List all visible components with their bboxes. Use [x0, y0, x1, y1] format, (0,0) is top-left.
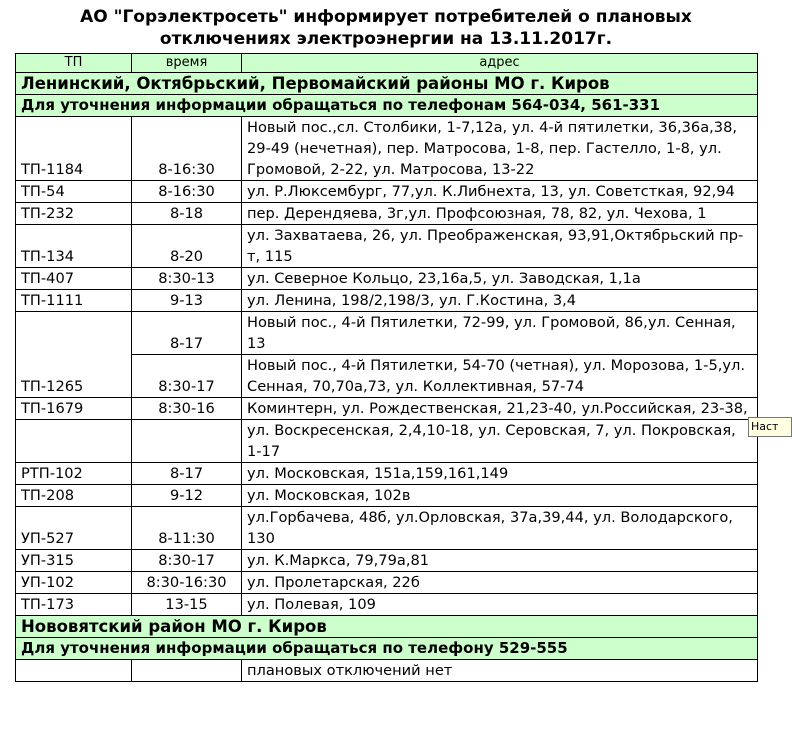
address-cell: ул. Московская, 102в: [242, 485, 758, 507]
table-row: [16, 181, 758, 203]
time-cell: 8-17: [132, 463, 242, 485]
tp-cell: УП-527: [16, 507, 132, 550]
tp-cell: ТП-407: [16, 268, 132, 290]
time-cell: 8:30-16: [132, 398, 242, 420]
table-row: [16, 268, 758, 290]
time-cell: 8-18: [132, 203, 242, 225]
time-cell: 8-11:30: [132, 507, 242, 550]
table-row: [16, 398, 758, 420]
time-cell: 8-16:30: [132, 181, 242, 203]
tp-cell: ТП-208: [16, 485, 132, 507]
time-cell: 8:30-13: [132, 268, 242, 290]
time-cell: [132, 660, 242, 682]
title-line-1: АО "Горэлектросеть" информирует потребителей о плановых: [80, 7, 692, 27]
tp-cell: ТП-1265: [16, 312, 132, 398]
table-row: [16, 290, 758, 312]
address-cell: пер. Дерендяева, 3г,ул. Профсоюзная, 78, 82, ул. Чехова, 1: [242, 203, 758, 225]
address-cell: ул. Р.Люксембург, 77,ул. К.Либнехта, 13, ул. Советсткая, 92,94: [242, 181, 758, 203]
address-cell: ул. Северное Кольцо, 23,16а,5, ул. Заводская, 1,1а: [242, 268, 758, 290]
address-cell: ул. Ленина, 198/2,198/3, ул. Г.Костина, 3,4: [242, 290, 758, 312]
address-cell: ул. Воскресенская, 2,4,10-18, ул. Серовская, 7, ул. Покровская, 1-17: [242, 420, 758, 463]
header-tp: ТП: [16, 54, 132, 73]
header-address: адрес: [242, 54, 758, 73]
tp-cell: УП-102: [16, 572, 132, 594]
time-cell: 13-15: [132, 594, 242, 616]
time-cell: 9-12: [132, 485, 242, 507]
time-cell: 8-17: [132, 312, 242, 355]
header-row: [16, 54, 758, 73]
tp-cell: ТП-54: [16, 181, 132, 203]
outage-table: [15, 53, 758, 682]
table-row: [16, 485, 758, 507]
info-row: [16, 638, 758, 660]
table-row: [16, 117, 758, 181]
tp-cell: ТП-1679: [16, 398, 132, 420]
info-text: Для уточнения информации обращаться по телефонам 564-034, 561-331: [16, 95, 758, 117]
info-text: Для уточнения информации обращаться по телефону 529-555: [16, 638, 758, 660]
tp-cell: [16, 420, 132, 463]
title-line-2: отключениях электроэнергии на 13.11.2017г.: [159, 29, 613, 49]
table-row: [16, 463, 758, 485]
table-row: [16, 572, 758, 594]
district-row: [16, 616, 758, 638]
tp-cell: УП-315: [16, 550, 132, 572]
tp-cell: ТП-1111: [16, 290, 132, 312]
address-cell: ул. Полевая, 109: [242, 594, 758, 616]
tp-cell: РТП-102: [16, 463, 132, 485]
tp-cell: [16, 660, 132, 682]
tp-cell: ТП-1184: [16, 117, 132, 181]
time-cell: 8:30-17: [132, 550, 242, 572]
table-row: [16, 225, 758, 268]
header-time: время: [132, 54, 242, 73]
address-cell: Новый пос.,сл. Столбики, 1-7,12а, ул. 4-й пятилетки, 36,36а,38, 29-49 (нечетная), пер. Матросова, 1-8, пер. Гастелло, 1-8, ул. Громовой, 2-22, ул. Матросова, 13-22: [242, 117, 758, 181]
address-cell: ул.Горбачева, 48б, ул.Орловская, 37а,39,44, ул. Володарского, 130: [242, 507, 758, 550]
page-title: [15, 6, 757, 50]
time-cell: 8:30-16:30: [132, 572, 242, 594]
time-cell: [132, 420, 242, 463]
address-cell: ул. Московская, 151а,159,161,149: [242, 463, 758, 485]
address-cell: ул. Захватаева, 26, ул. Преображенская, 93,91,Октябрьский пр-т, 115: [242, 225, 758, 268]
table-row: [16, 550, 758, 572]
time-cell: 8:30-17: [132, 355, 242, 398]
table-row: [16, 507, 758, 550]
address-cell: ул. Пролетарская, 22б: [242, 572, 758, 594]
table-row: [16, 203, 758, 225]
address-cell: ул. К.Маркса, 79,79а,81: [242, 550, 758, 572]
address-cell: Коминтерн, ул. Рождественская, 21,23-40, ул.Российская, 23-38,: [242, 398, 758, 420]
time-cell: 8-20: [132, 225, 242, 268]
tp-cell: ТП-232: [16, 203, 132, 225]
table-row: [16, 660, 758, 682]
address-cell: плановых отключений нет: [242, 660, 758, 682]
district-row: [16, 73, 758, 95]
address-cell: Новый пос., 4-й Пятилетки, 72-99, ул. Громовой, 86,ул. Сенная, 13: [242, 312, 758, 355]
district-name: Нововятский район МО г. Киров: [16, 616, 758, 638]
time-cell: 9-13: [132, 290, 242, 312]
table-row: [16, 312, 758, 355]
tooltip: Наст: [748, 417, 792, 437]
table-row: [16, 594, 758, 616]
time-cell: 8-16:30: [132, 117, 242, 181]
tp-cell: ТП-173: [16, 594, 132, 616]
district-name: Ленинский, Октябрьский, Первомайский районы МО г. Киров: [16, 73, 758, 95]
address-cell: Новый пос., 4-й Пятилетки, 54-70 (четная), ул. Морозова, 1-5,ул. Сенная, 70,70а,73, ул. Коллективная, 57-74: [242, 355, 758, 398]
tp-cell: ТП-134: [16, 225, 132, 268]
info-row: [16, 95, 758, 117]
table-row: [16, 420, 758, 463]
